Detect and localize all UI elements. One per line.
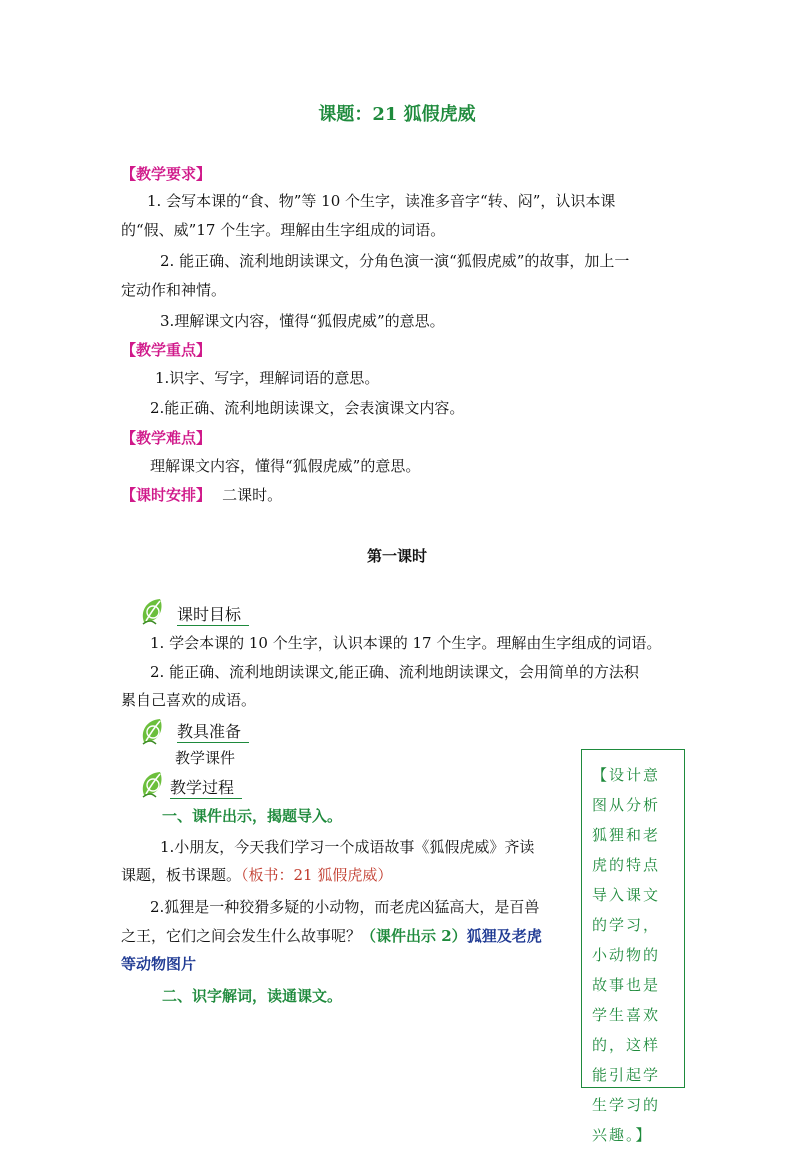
courseware-note: （课件出示 2） bbox=[361, 927, 467, 945]
difficulty-1: 理解课文内容，懂得“狐假虎威”的意思。 bbox=[150, 457, 421, 475]
requirement-2-line-1: 2. 能正确、流利地朗读课文，分角色演一演“狐假虎威”的故事，加上一 bbox=[160, 252, 630, 270]
leaf-icon bbox=[138, 596, 168, 626]
goal-1: 1. 学会本课的 10 个生字，认识本课的 17 个生字。理解由生字组成的词语。 bbox=[150, 634, 662, 652]
step-1-para-2-line-2 bbox=[121, 925, 542, 947]
schedule-heading: 【课时安排】 bbox=[121, 486, 212, 504]
schedule-value: 二课时。 bbox=[222, 486, 283, 504]
requirements-heading: 【教学要求】 bbox=[121, 165, 212, 183]
text-segment: 之王，它们之间会发生什么故事呢？ bbox=[121, 927, 362, 945]
step-1-para-1-line-1: 1.小朋友，今天我们学习一个成语故事《狐假虎威》齐读 bbox=[160, 838, 535, 856]
goals-label: 课时目标 bbox=[177, 602, 249, 626]
difficulty-heading: 【教学难点】 bbox=[121, 429, 212, 447]
requirement-3: 3.理解课文内容，懂得“狐假虎威”的意思。 bbox=[160, 312, 445, 330]
leaf-icon bbox=[138, 769, 168, 799]
goal-2-line-1: 2. 能正确、流利地朗读课文,能正确、流利地朗读课文，会用简单的方法积 bbox=[150, 663, 639, 681]
requirement-2-line-2: 定动作和神情。 bbox=[121, 281, 227, 299]
requirement-1-line-2: 的“假、威”17 个生字。理解由生字组成的词语。 bbox=[121, 221, 446, 239]
step-1-para-2-line-1: 2.狐狸是一种狡猾多疑的小动物，而老虎凶猛高大，是百兽 bbox=[150, 898, 540, 916]
lesson-1-heading: 第一课时 bbox=[366, 547, 427, 565]
leaf-icon bbox=[138, 716, 168, 746]
design-intent-box: 【设计意图从分析狐狸和老虎的特点导入课文的学习，小动物的故事也是学生喜欢的，这样能引起学生学习的兴趣。】 bbox=[581, 749, 685, 1088]
prep-label: 教具准备 bbox=[177, 719, 249, 743]
step-1-para-1-line-2 bbox=[121, 864, 392, 886]
step-1-title: 一、课件出示，揭题导入。 bbox=[162, 807, 343, 825]
step-2-title: 二、识字解词，读通课文。 bbox=[162, 987, 343, 1005]
goal-2-line-2: 累自己喜欢的成语。 bbox=[121, 691, 257, 709]
requirement-1-line-1: 1. 会写本课的“食、物”等 10 个生字，读准多音字“转、闷”，认识本课 bbox=[147, 192, 616, 210]
process-label: 教学过程 bbox=[170, 775, 242, 799]
page-title: 课题：21 狐假虎威 bbox=[318, 104, 476, 125]
prep-value: 教学课件 bbox=[175, 749, 236, 767]
courseware-item: 狐狸及老虎 bbox=[466, 927, 542, 945]
text-segment: 课题，板书课题。 bbox=[121, 866, 242, 884]
focus-1: 1.识字、写字，理解词语的意思。 bbox=[155, 369, 380, 387]
step-1-para-2-line-3: 等动物图片 bbox=[121, 955, 197, 973]
schedule-row bbox=[121, 484, 282, 506]
focus-heading: 【教学重点】 bbox=[121, 341, 212, 359]
board-note: （板书：21 狐假虎威） bbox=[241, 866, 393, 884]
focus-2: 2.能正确、流利地朗读课文，会表演课文内容。 bbox=[150, 399, 465, 417]
